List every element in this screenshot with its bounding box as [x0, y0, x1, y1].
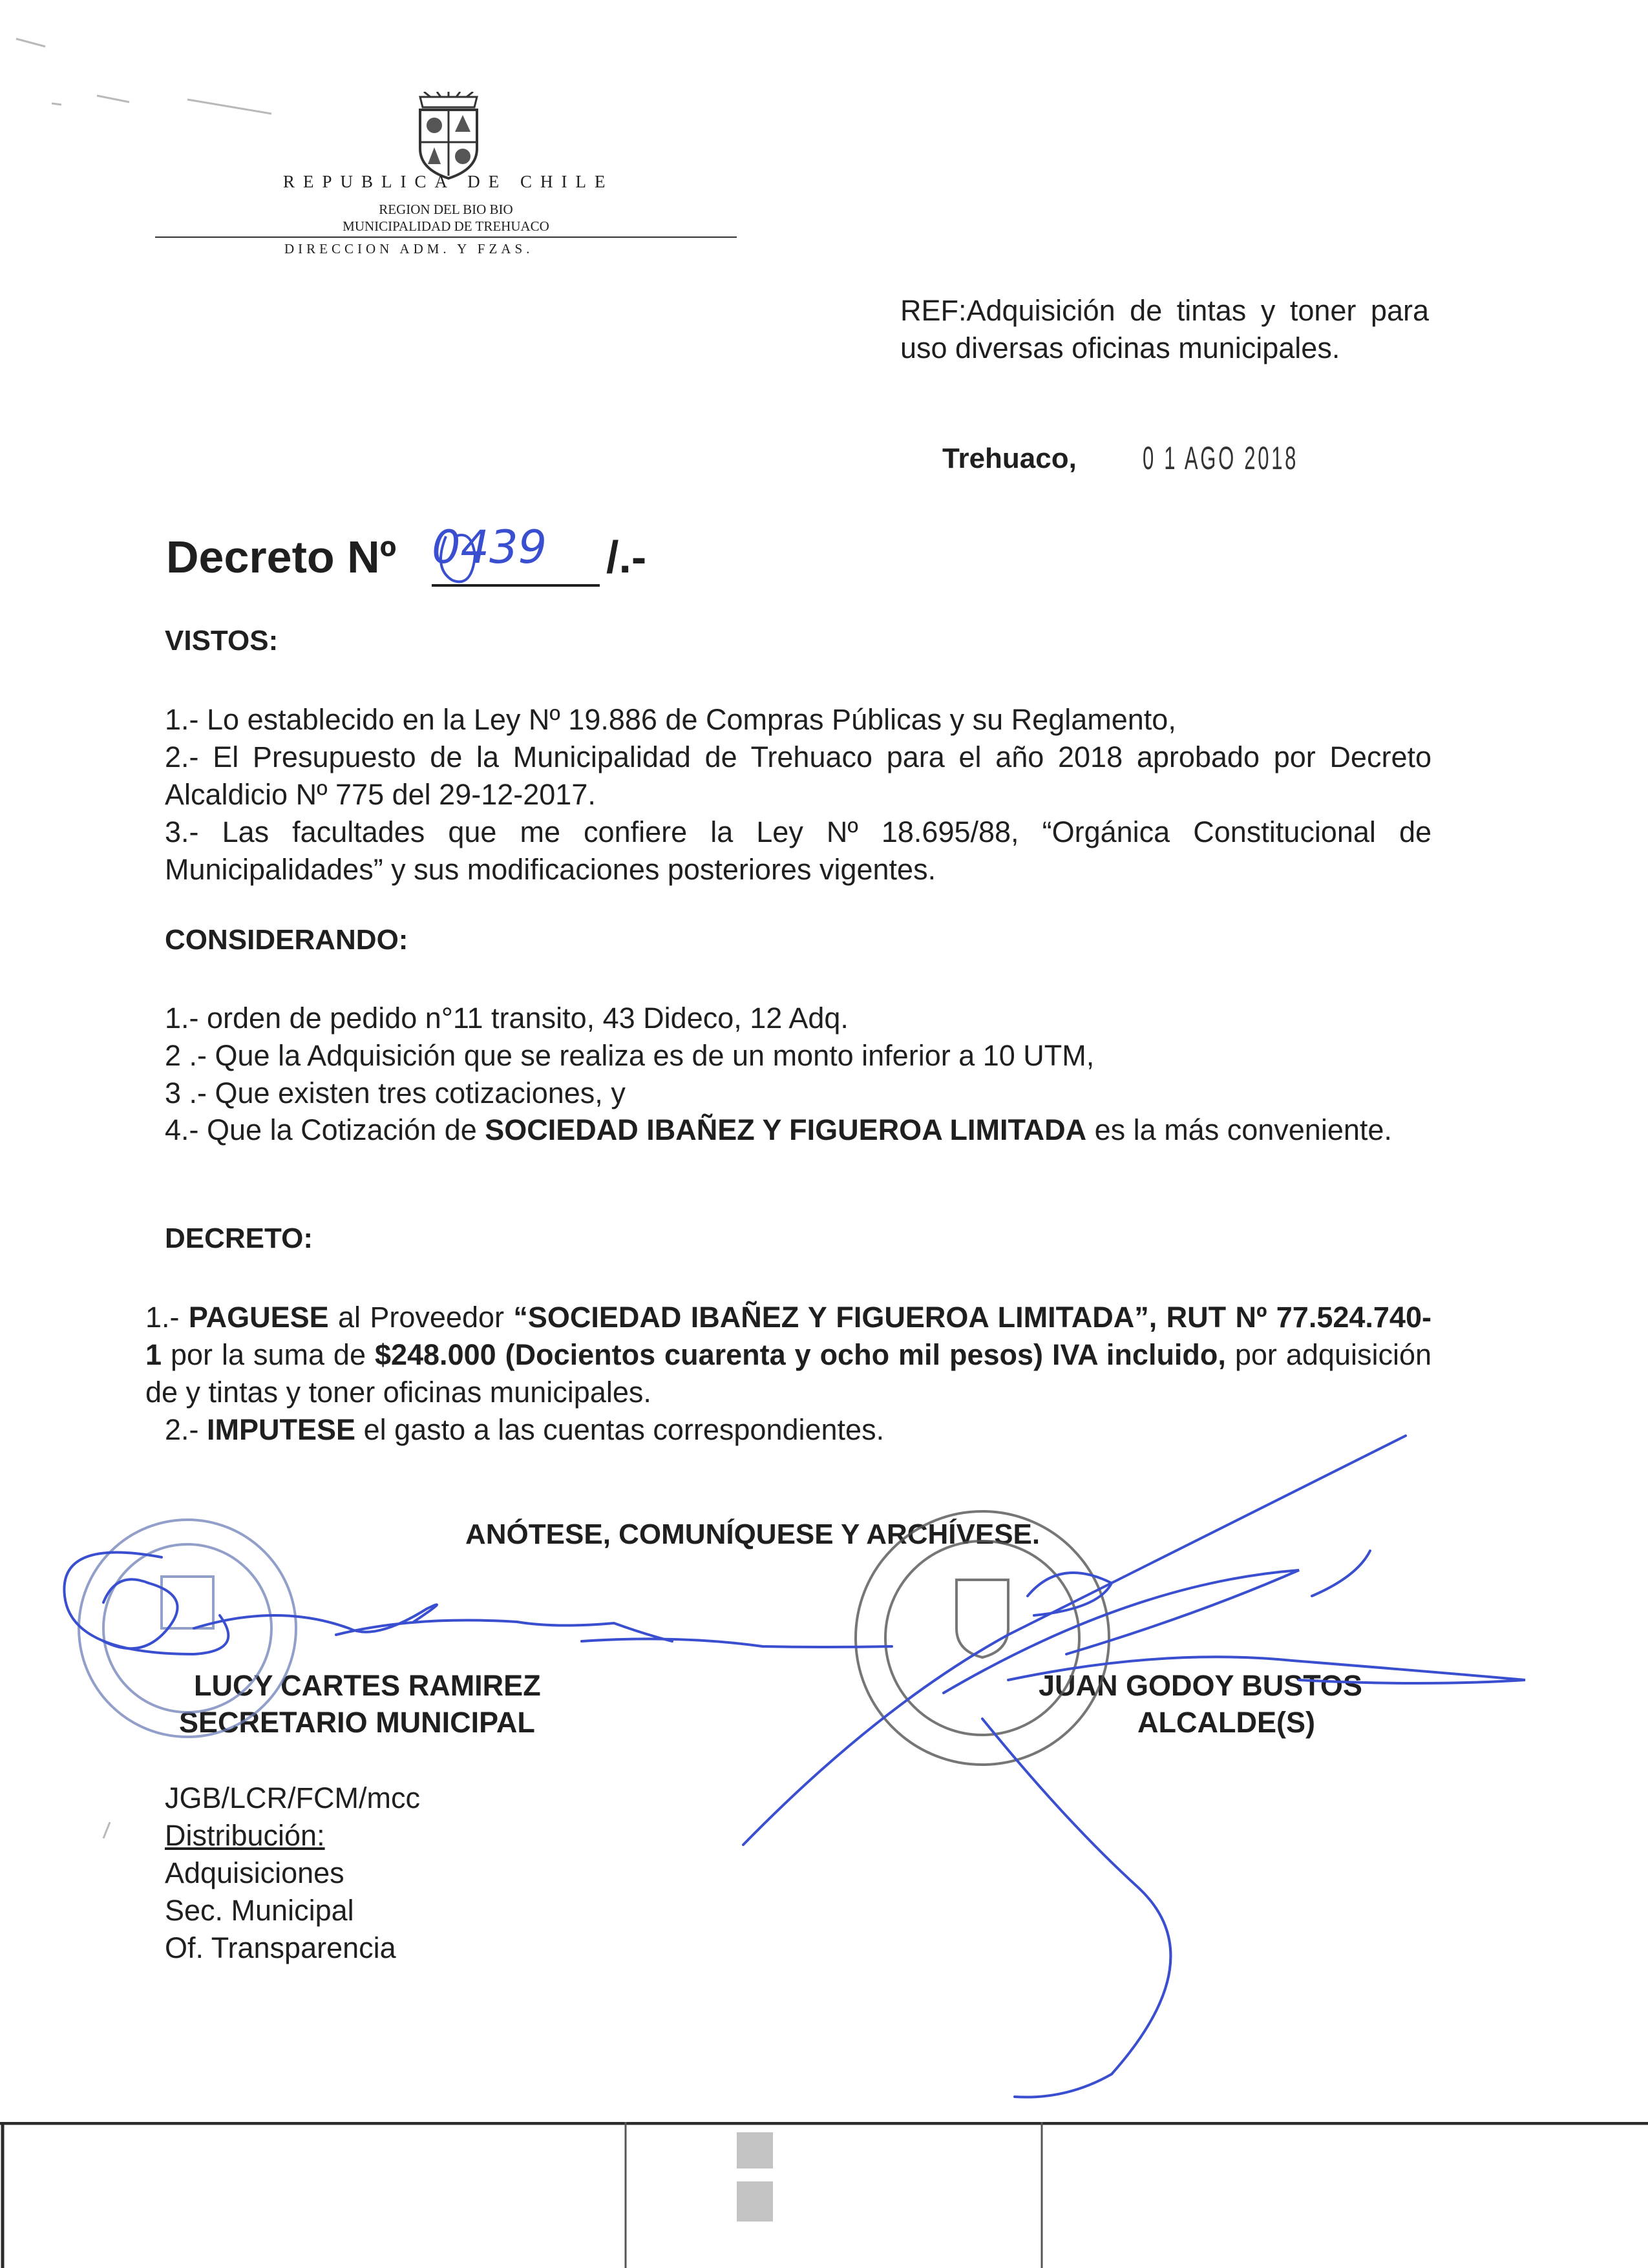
- decree-number: 0439: [432, 521, 547, 574]
- distribution-item: Of. Transparencia: [165, 1931, 396, 1964]
- considerando-item4-after: es la más conveniente.: [1086, 1113, 1392, 1146]
- reference-text: REF:Adquisición de tintas y toner para uso diversas oficinas municipales.: [900, 294, 1429, 364]
- letterhead-region: REGION DEL BIO BIO: [379, 202, 513, 217]
- decreto-item-1: [145, 1299, 1431, 1411]
- vistos-heading: VISTOS:: [165, 625, 279, 656]
- signatory-right-title: ALCALDE(S): [1137, 1706, 1315, 1739]
- letterhead-country: REPUBLICA DE CHILE: [283, 172, 614, 191]
- distribution-item: Sec. Municipal: [165, 1894, 354, 1927]
- distribution-item: Adquisiciones: [165, 1856, 344, 1889]
- decreto-heading: DECRETO:: [165, 1223, 313, 1254]
- letterhead-municipality: MUNICIPALIDAD DE TREHUACO: [343, 218, 549, 234]
- decree-number-underline: [432, 584, 600, 587]
- place-label: Trehuaco,: [942, 443, 1077, 474]
- left-round-stamp: [79, 1520, 296, 1737]
- considerando-item4-before: 4.- Que la Cotización de: [165, 1113, 485, 1146]
- considerando-item: [165, 1111, 1431, 1149]
- vistos-item: 3.- Las facultades que me confiere la Ley Nº 18.695/88, “Orgánica Constitucional de Municipalidades” y sus modificaciones posteriores vigentes.: [165, 815, 1431, 886]
- considerando-item4-company: SOCIEDAD IBAÑEZ Y FIGUEROA LIMITADA: [485, 1113, 1087, 1146]
- decree-suffix: /.-: [606, 532, 647, 582]
- date-stamp: 0 1 AGO 2018: [1143, 440, 1299, 476]
- signatory-right-name: JUAN GODOY BUSTOS: [1039, 1669, 1362, 1702]
- decreto-item2-verb: IMPUTESE: [207, 1413, 356, 1446]
- letterhead-divider: [155, 236, 737, 238]
- considerando-item: 2 .- Que la Adquisición que se realiza es de un monto inferior a 10 UTM,: [165, 1039, 1095, 1072]
- signatory-left-title: SECRETARIO MUNICIPAL: [179, 1706, 535, 1739]
- letterhead-department: DIRECCION ADM. Y FZAS.: [284, 241, 534, 257]
- decreto-item1-verb: PAGUESE: [188, 1301, 329, 1334]
- decreto-item1-text1: al Proveedor: [328, 1301, 514, 1334]
- left-signature: [64, 1553, 892, 1655]
- decreto-item-2: [165, 1411, 1431, 1449]
- considerando-item: 3 .- Que existen tres cotizaciones, y: [165, 1076, 626, 1109]
- decree-label: Decreto Nº: [166, 532, 397, 582]
- decreto-item2-text: el gasto a las cuentas correspondientes.: [355, 1413, 885, 1446]
- considerando-heading: CONSIDERANDO:: [165, 924, 408, 956]
- decreto-item1-text2: por la suma de: [162, 1338, 375, 1371]
- decreto-item2-prefix: 2.-: [165, 1413, 207, 1446]
- vistos-item: 1.- Lo establecido en la Ley Nº 19.886 de Compras Públicas y su Reglamento,: [165, 703, 1176, 736]
- vistos-item: 2.- El Presupuesto de la Municipalidad de Trehuaco para el año 2018 aprobado por Decreto Alcaldicio Nº 775 del 29-12-2017.: [165, 740, 1431, 811]
- considerando-item: 1.- orden de pedido n°11 transito, 43 Dideco, 12 Adq.: [165, 1002, 849, 1034]
- distribution-heading: Distribución:: [165, 1819, 325, 1852]
- signatory-left-name: LUCY CARTES RAMIREZ: [194, 1669, 541, 1702]
- decreto-item1-amount: $248.000 (Docientos cuarenta y ocho mil pesos) IVA incluido,: [374, 1338, 1226, 1371]
- scan-footer-edge: [0, 2122, 1648, 2268]
- decreto-item1-text3: por adquisición de y tintas y toner oficinas municipales.: [145, 1338, 1432, 1409]
- decreto-item1-provider: “SOCIEDAD IBAÑEZ Y FIGUEROA LIMITADA”, RUT Nº 77.524.740-1: [145, 1301, 1431, 1371]
- closing-formula: ANÓTESE, COMUNÍQUESE Y ARCHÍVESE.: [465, 1518, 1041, 1550]
- initials-reference: JGB/LCR/FCM/mcc: [165, 1781, 421, 1814]
- coat-of-arms-icon: [411, 92, 486, 180]
- decreto-item1-prefix: 1.-: [145, 1301, 189, 1334]
